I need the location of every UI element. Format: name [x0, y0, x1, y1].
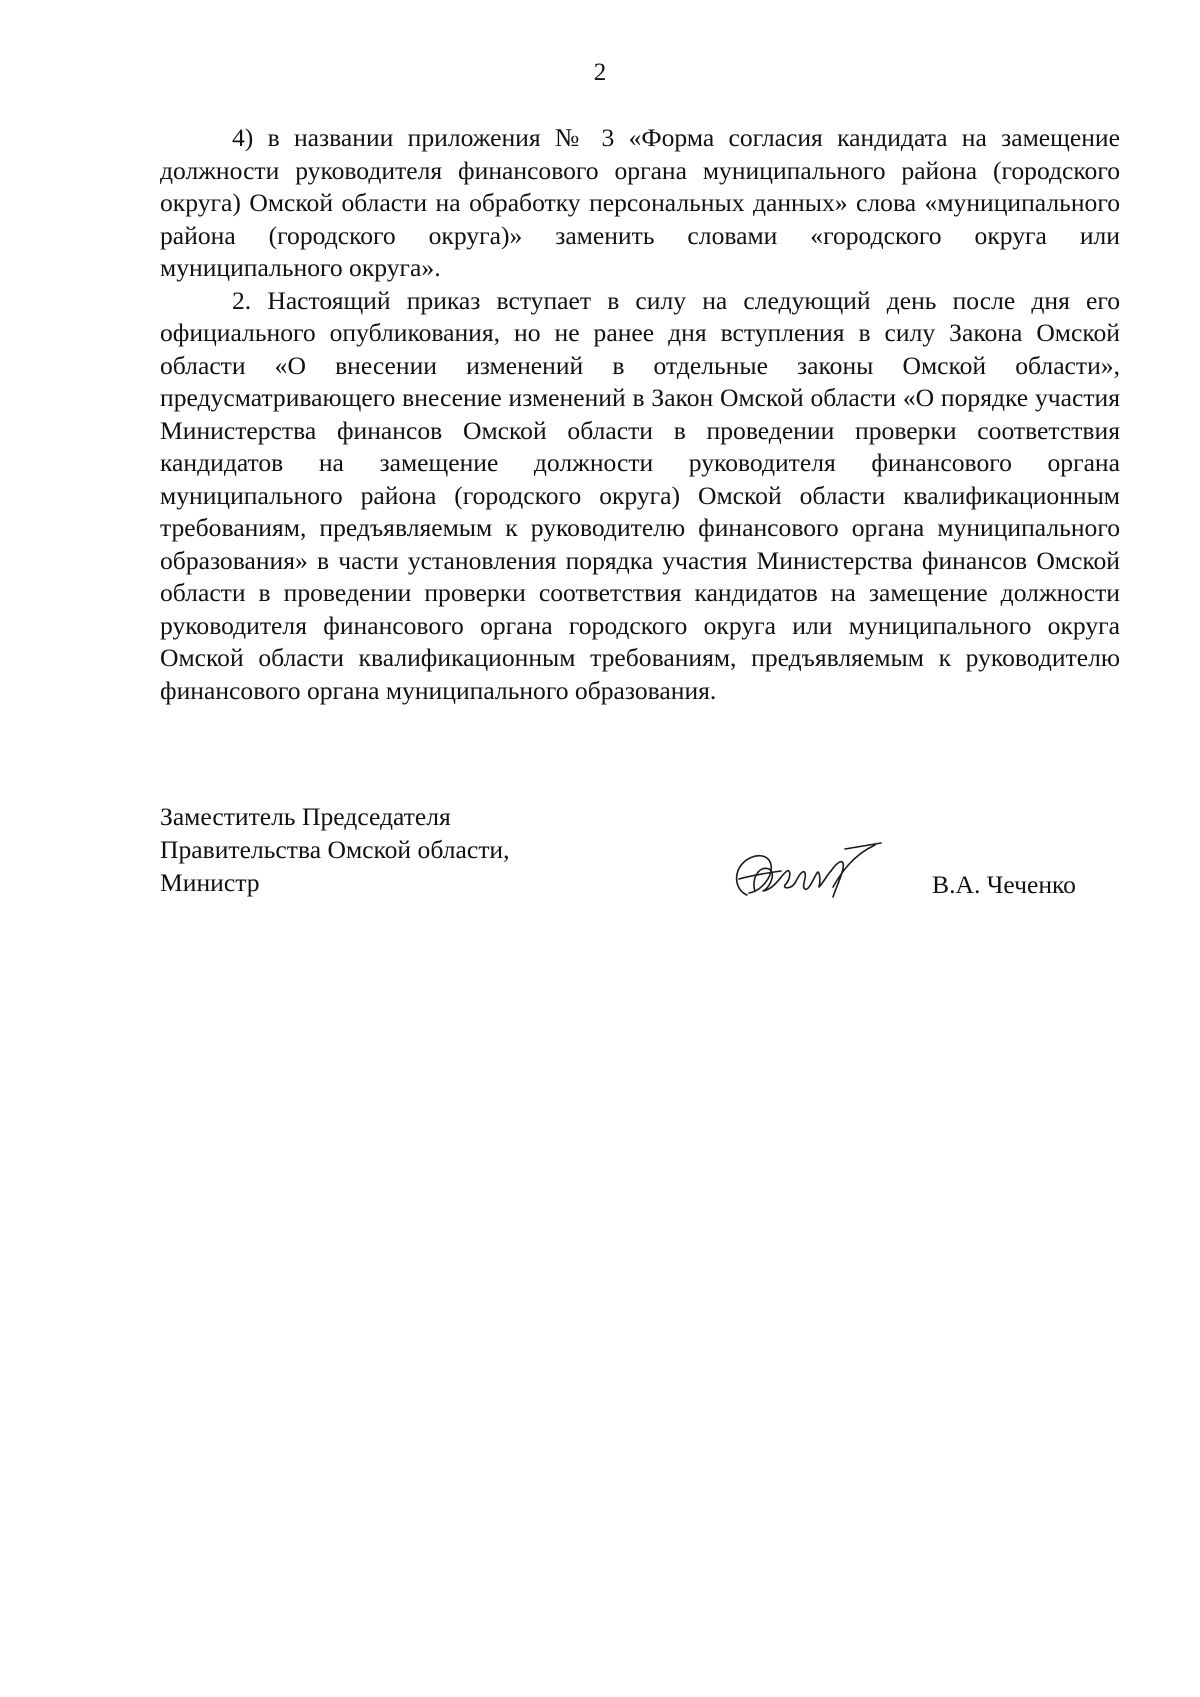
signatory-title: [160, 800, 509, 899]
document-body: [160, 122, 1120, 707]
signatory-name: В.А. Чеченко: [932, 870, 1076, 899]
page-number: 2: [593, 59, 607, 86]
handwritten-signature: [725, 835, 895, 915]
paragraph-effective-date: 2. Настоящий приказ вступает в силу на следующий день после дня его официального опубликования, но не ранее дня вступления в силу Закона Омской области «О внесении изменений в отдельные законы Омской области», предусматривающего внесение изменений в Закон Омской области «О порядке участия Министерства финансов Омской области в проведении проверки соответствия кандидатов на замещение должности руководителя финансового органа муниципального района (городского округа) Омской области квалификационным требованиям, предъявляемым к руководителю финансового органа муниципального образования» в части установления порядка участия Министерства финансов Омской области в проведении проверки соответствия кандидатов на замещение должности руководителя финансового органа городского округа или муниципального округа Омской области квалификационным требованиям, предъявляемым к руководителю финансового органа муниципального образования.: [160, 285, 1120, 705]
paragraph-item-4: 4) в названии приложения № 3 «Форма согласия кандидата на замещение должности руководителя финансового органа муниципального района (городского округа) Омской области на обработку персональных данных» слова «муниципального района (городского округа)» заменить словами «городского округа или муниципального округа».: [160, 123, 1120, 282]
signatory-title-line: Заместитель Председателя: [160, 802, 451, 831]
signatory-title-line: Министр: [160, 868, 260, 897]
signatory-title-line: Правительства Омской области,: [160, 835, 510, 864]
